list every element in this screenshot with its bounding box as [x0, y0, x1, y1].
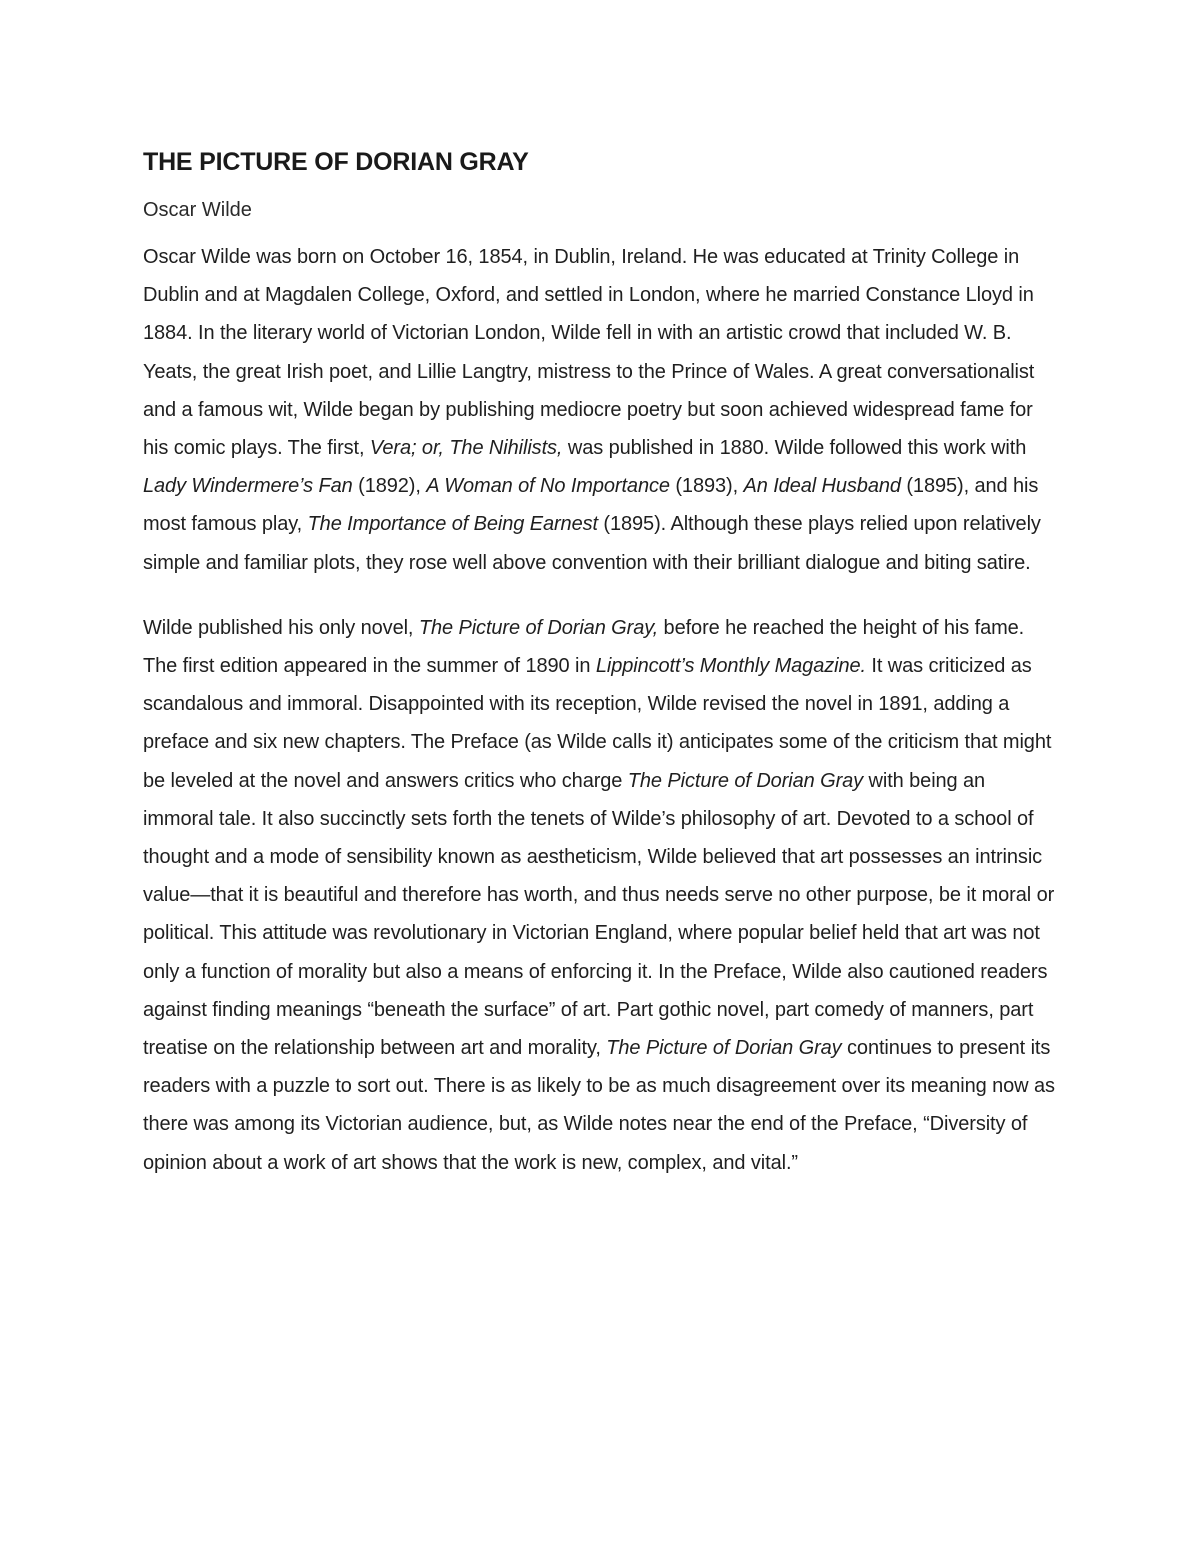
italic-title-run: Vera; or, The Nihilists,: [369, 437, 563, 460]
italic-title-run: A Woman of No Importance: [426, 475, 670, 498]
text-run: with being an immoral tale. It also succinctly sets forth the tenets of Wilde’s philosophy of art. Devoted to a school of thought and a mode of sensibility known as aestheticism, Wilde believed that art possesses an intrinsic value—that it is beautiful and therefore has worth, and thus needs serve no other purpose, be it moral or political. This attitude was revolutionary in Victorian England, where popular belief held that art was not only a function of morality but also a means of enforcing it. In the Preface, Wilde also cautioned readers against finding meanings “beneath the surface” of art. Part gothic novel, part comedy of manners, part treatise on the relationship between art and morality,: [143, 769, 1055, 1060]
italic-title-run: An Ideal Husband: [743, 475, 901, 498]
text-run: (1895). Although these plays relied upon relatively simple and familiar plots, they rose well above convention with their brilliant dialogue and biting satire.: [143, 513, 1041, 574]
text-run: (1895), and his most famous play,: [143, 475, 1039, 536]
italic-title-run: The Picture of Dorian Gray: [606, 1037, 842, 1060]
text-run: Oscar Wilde was born on October 16, 1854, in Dublin, Ireland. He was educated at Trinity College in Dublin and at Magdalen College, Oxford, and settled in London, where he married Constance Lloyd in 1884. In the literary world of Victorian London, Wilde fell in with an artistic crowd that included W. B. Yeats, the great Irish poet, and Lillie Langtry, mistress to the Prince of Wales. A great conversationalist and a famous wit, Wilde began by publishing mediocre poetry but soon achieved widespread fame for his comic plays. The first,: [143, 246, 1035, 460]
italic-title-run: The Importance of Being Earnest: [307, 513, 598, 536]
document-title: THE PICTURE OF DORIAN GRAY: [143, 148, 529, 176]
italic-title-run: The Picture of Dorian Gray: [627, 769, 864, 792]
italic-title-run: The Picture of Dorian Gray,: [418, 616, 659, 639]
document-content: [143, 146, 1058, 1182]
text-run: before he reached the height of his fame. The first edition appeared in the summer of 1890 in: [143, 616, 1025, 678]
text-run: It was criticized as scandalous and immoral. Disappointed with its reception, Wilde revised the novel in 1891, adding a preface and six new chapters. The Preface (as Wilde calls it) anticipates some of the criticism that might be leveled at the novel and answers critics who charge: [143, 655, 1052, 792]
text-run: continues to present its readers with a puzzle to sort out. There is as likely to be as much disagreement over its meaning now as there was among its Victorian audience, but, as Wilde notes near the end of the Preface, “Diversity of opinion about a work of art shows that the work is new, complex, and vital.”: [143, 1037, 1055, 1174]
document-author: Oscar Wilde: [143, 199, 252, 221]
text-run: was published in 1880. Wilde followed this work with: [562, 437, 1027, 460]
paragraph-2: [143, 609, 1058, 1182]
text-run: (1892),: [352, 475, 427, 498]
italic-title-run: Lippincott’s Monthly Magazine.: [595, 655, 866, 678]
text-run: Wilde published his only novel,: [143, 616, 419, 639]
italic-title-run: Lady Windermere’s Fan: [143, 475, 353, 498]
paragraph-1: [143, 238, 1058, 582]
text-run: (1893),: [669, 475, 744, 498]
